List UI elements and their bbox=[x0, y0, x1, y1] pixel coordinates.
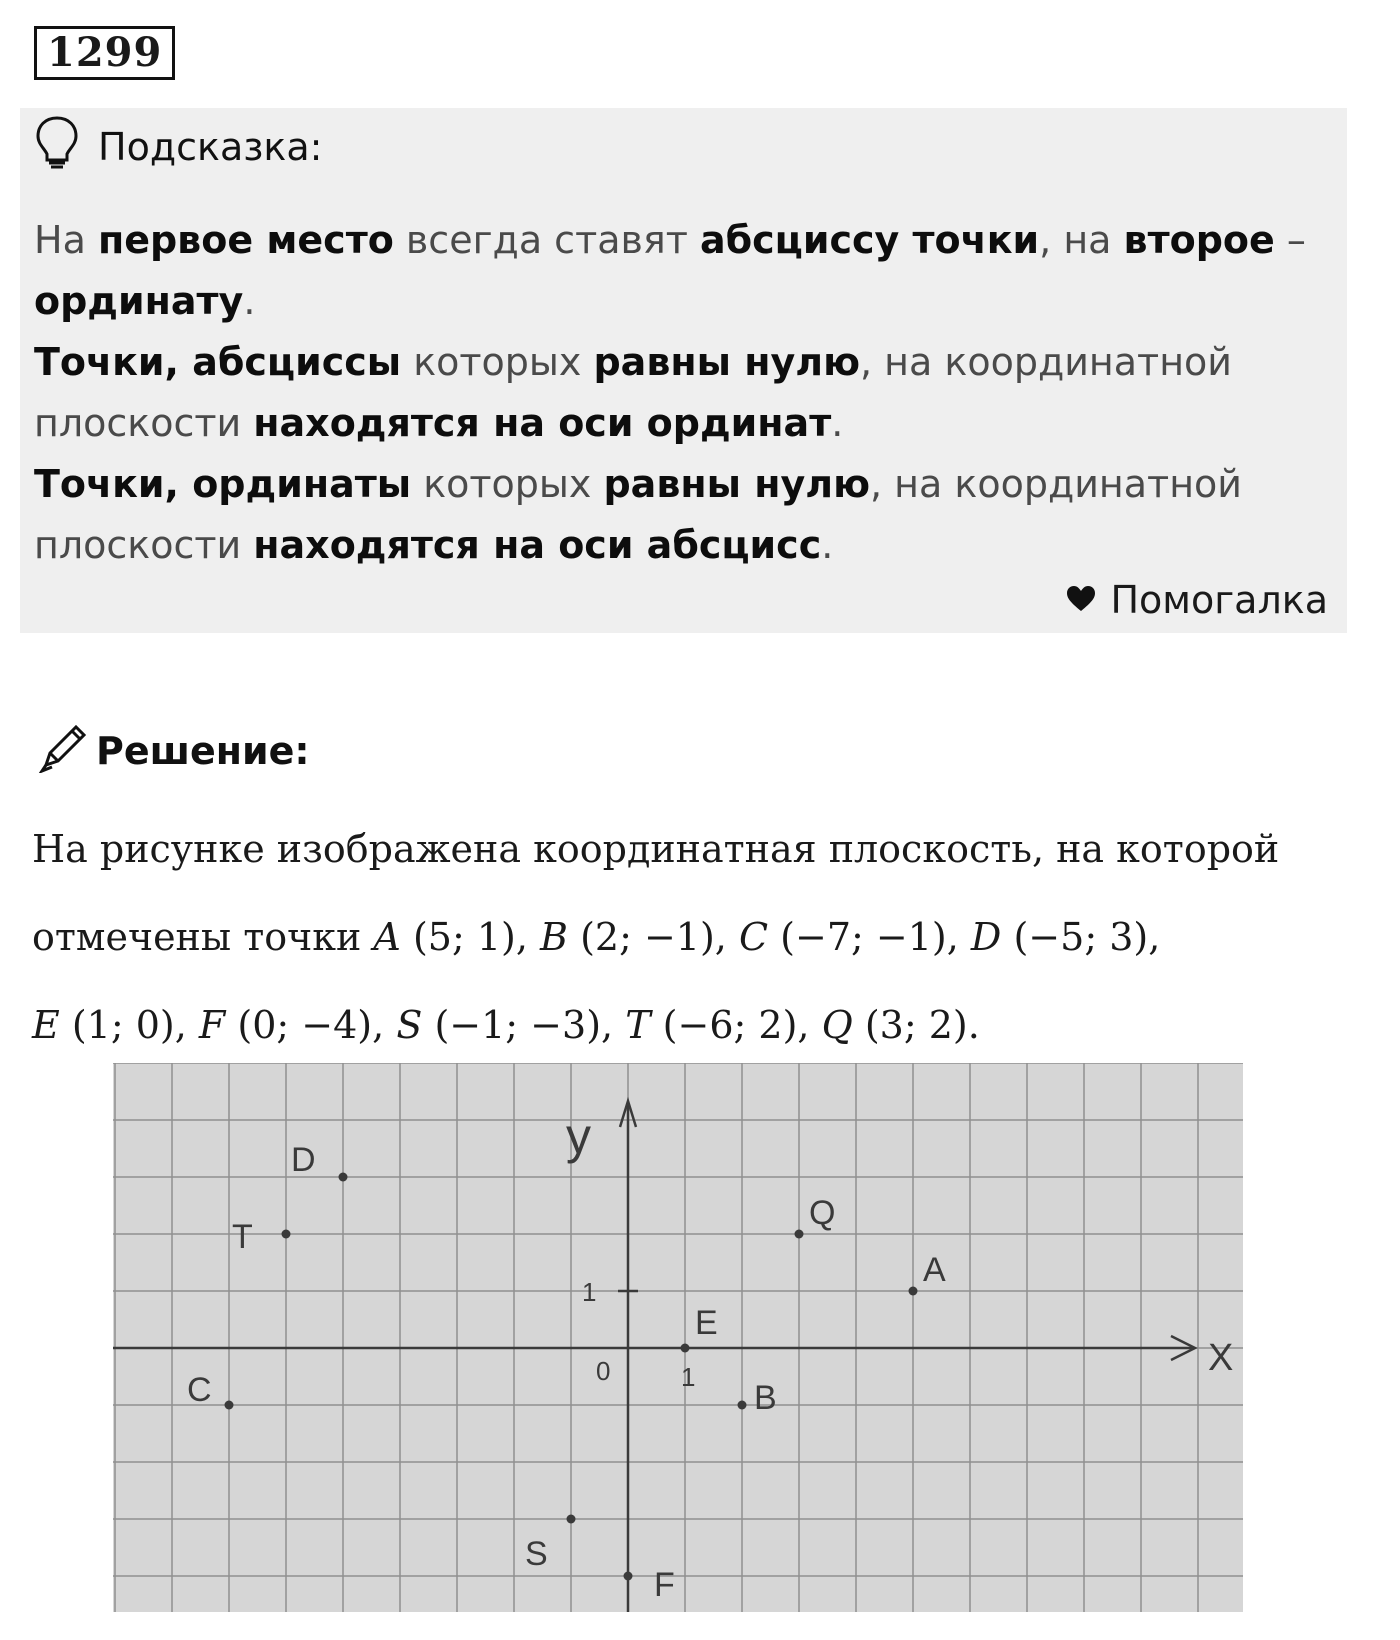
hint-emphasis: Точки, ординаты bbox=[34, 462, 412, 506]
brand-signature bbox=[1066, 578, 1328, 622]
brand-name: Помогалка bbox=[1110, 578, 1328, 622]
hint-emphasis: Точки, абсциссы bbox=[34, 340, 402, 384]
pencil-icon bbox=[38, 721, 88, 782]
hint-text: которых bbox=[411, 462, 604, 506]
y-axis-label: y bbox=[566, 1108, 591, 1164]
point-marker bbox=[681, 1344, 690, 1353]
hint-emphasis: первое место bbox=[97, 218, 394, 262]
hint-paragraph bbox=[34, 210, 1334, 332]
y-unit-label: 1 bbox=[582, 1277, 597, 1307]
point-entry: D (−5; 3), bbox=[970, 915, 1161, 959]
point-coords: (−1; −3) bbox=[434, 1003, 602, 1047]
point-name: F bbox=[198, 1003, 226, 1047]
hint-text: . bbox=[831, 401, 844, 445]
point-label: B bbox=[754, 1379, 777, 1417]
point-marker bbox=[624, 1572, 633, 1581]
point-coords: (−6; 2) bbox=[662, 1003, 798, 1047]
point-coords: (0; −4) bbox=[237, 1003, 373, 1047]
point-label: D bbox=[291, 1141, 316, 1179]
hint-title: Подсказка: bbox=[98, 125, 323, 169]
point-name: A bbox=[373, 915, 401, 959]
hint-body bbox=[34, 210, 1334, 576]
point-entry: A (5; 1), bbox=[373, 915, 528, 959]
point-name: T bbox=[625, 1003, 651, 1047]
point-marker bbox=[738, 1401, 747, 1410]
heart-icon bbox=[1066, 578, 1096, 622]
x-axis-label: X bbox=[1208, 1337, 1234, 1379]
point-label: C bbox=[187, 1371, 212, 1409]
origin-label: 0 bbox=[596, 1356, 611, 1386]
point-entry: F (0; −4), bbox=[198, 1003, 385, 1047]
point-entry: B (2; −1), bbox=[540, 915, 727, 959]
solution-text bbox=[32, 805, 1372, 1069]
x-unit-label: 1 bbox=[681, 1362, 696, 1392]
point-entry: E (1; 0), bbox=[32, 1003, 187, 1047]
hint-text: всегда ставят bbox=[393, 218, 700, 262]
point-label: S bbox=[525, 1535, 548, 1573]
hint-emphasis: ординату bbox=[34, 279, 244, 323]
point-name: S bbox=[396, 1003, 423, 1047]
graph-paper-background bbox=[113, 1063, 1243, 1612]
point-marker bbox=[339, 1173, 348, 1182]
hint-paragraph bbox=[34, 332, 1334, 454]
hint-text: . bbox=[243, 279, 256, 323]
point-marker bbox=[225, 1401, 234, 1410]
point-name: D bbox=[970, 915, 1002, 959]
point-label: T bbox=[232, 1218, 253, 1256]
point-coords: (−7; −1) bbox=[780, 915, 947, 959]
solution-intro: На рисунке изображена координатная плоскость, на которой отмечены точки bbox=[32, 827, 1280, 959]
hint-text: , на координатной плоскости bbox=[34, 340, 1232, 445]
point-marker bbox=[909, 1287, 918, 1296]
hint-text: , на координатной плоскости bbox=[34, 462, 1242, 567]
hint-emphasis: находятся на оси абсцисс bbox=[253, 523, 822, 567]
point-coords: (2; −1) bbox=[580, 915, 715, 959]
hint-text: которых bbox=[401, 340, 594, 384]
point-label: A bbox=[923, 1251, 946, 1289]
hint-paragraph bbox=[34, 454, 1334, 576]
point-coords: (5; 1) bbox=[412, 915, 516, 959]
point-name: C bbox=[738, 915, 769, 959]
hint-emphasis: равны нулю bbox=[603, 462, 871, 506]
point-coords: (−5; 3) bbox=[1013, 915, 1149, 959]
hint-text: , на bbox=[1039, 218, 1124, 262]
point-label: E bbox=[695, 1304, 718, 1342]
point-entry: C (−7; −1), bbox=[738, 915, 959, 959]
hint-text: На bbox=[34, 218, 98, 262]
solution-header bbox=[38, 725, 310, 777]
hint-emphasis: второе bbox=[1123, 218, 1275, 262]
hint-emphasis: равны нулю bbox=[593, 340, 861, 384]
point-entry: S (−1; −3), bbox=[396, 1003, 614, 1047]
point-marker bbox=[282, 1230, 291, 1239]
point-label: F bbox=[654, 1566, 675, 1604]
hint-emphasis: находятся на оси ординат bbox=[253, 401, 832, 445]
hint-header bbox=[34, 122, 322, 172]
point-entry: T (−6; 2), bbox=[625, 1003, 810, 1047]
hint-text: – bbox=[1274, 218, 1306, 262]
solution-title: Решение: bbox=[96, 729, 310, 773]
point-name: B bbox=[540, 915, 568, 959]
point-entry: Q (3; 2). bbox=[821, 1003, 980, 1047]
point-coords: (3; 2) bbox=[864, 1003, 968, 1047]
coordinate-plane-photo bbox=[113, 1063, 1243, 1612]
hint-emphasis: абсциссу точки bbox=[699, 218, 1040, 262]
point-marker bbox=[795, 1230, 804, 1239]
point-marker bbox=[567, 1515, 576, 1524]
hint-text: . bbox=[821, 523, 834, 567]
point-name: E bbox=[32, 1003, 60, 1047]
point-label: Q bbox=[809, 1194, 836, 1232]
task-number: 1299 bbox=[34, 26, 175, 80]
lightbulb-icon bbox=[34, 115, 80, 180]
point-name: Q bbox=[821, 1003, 853, 1047]
point-coords: (1; 0) bbox=[71, 1003, 175, 1047]
